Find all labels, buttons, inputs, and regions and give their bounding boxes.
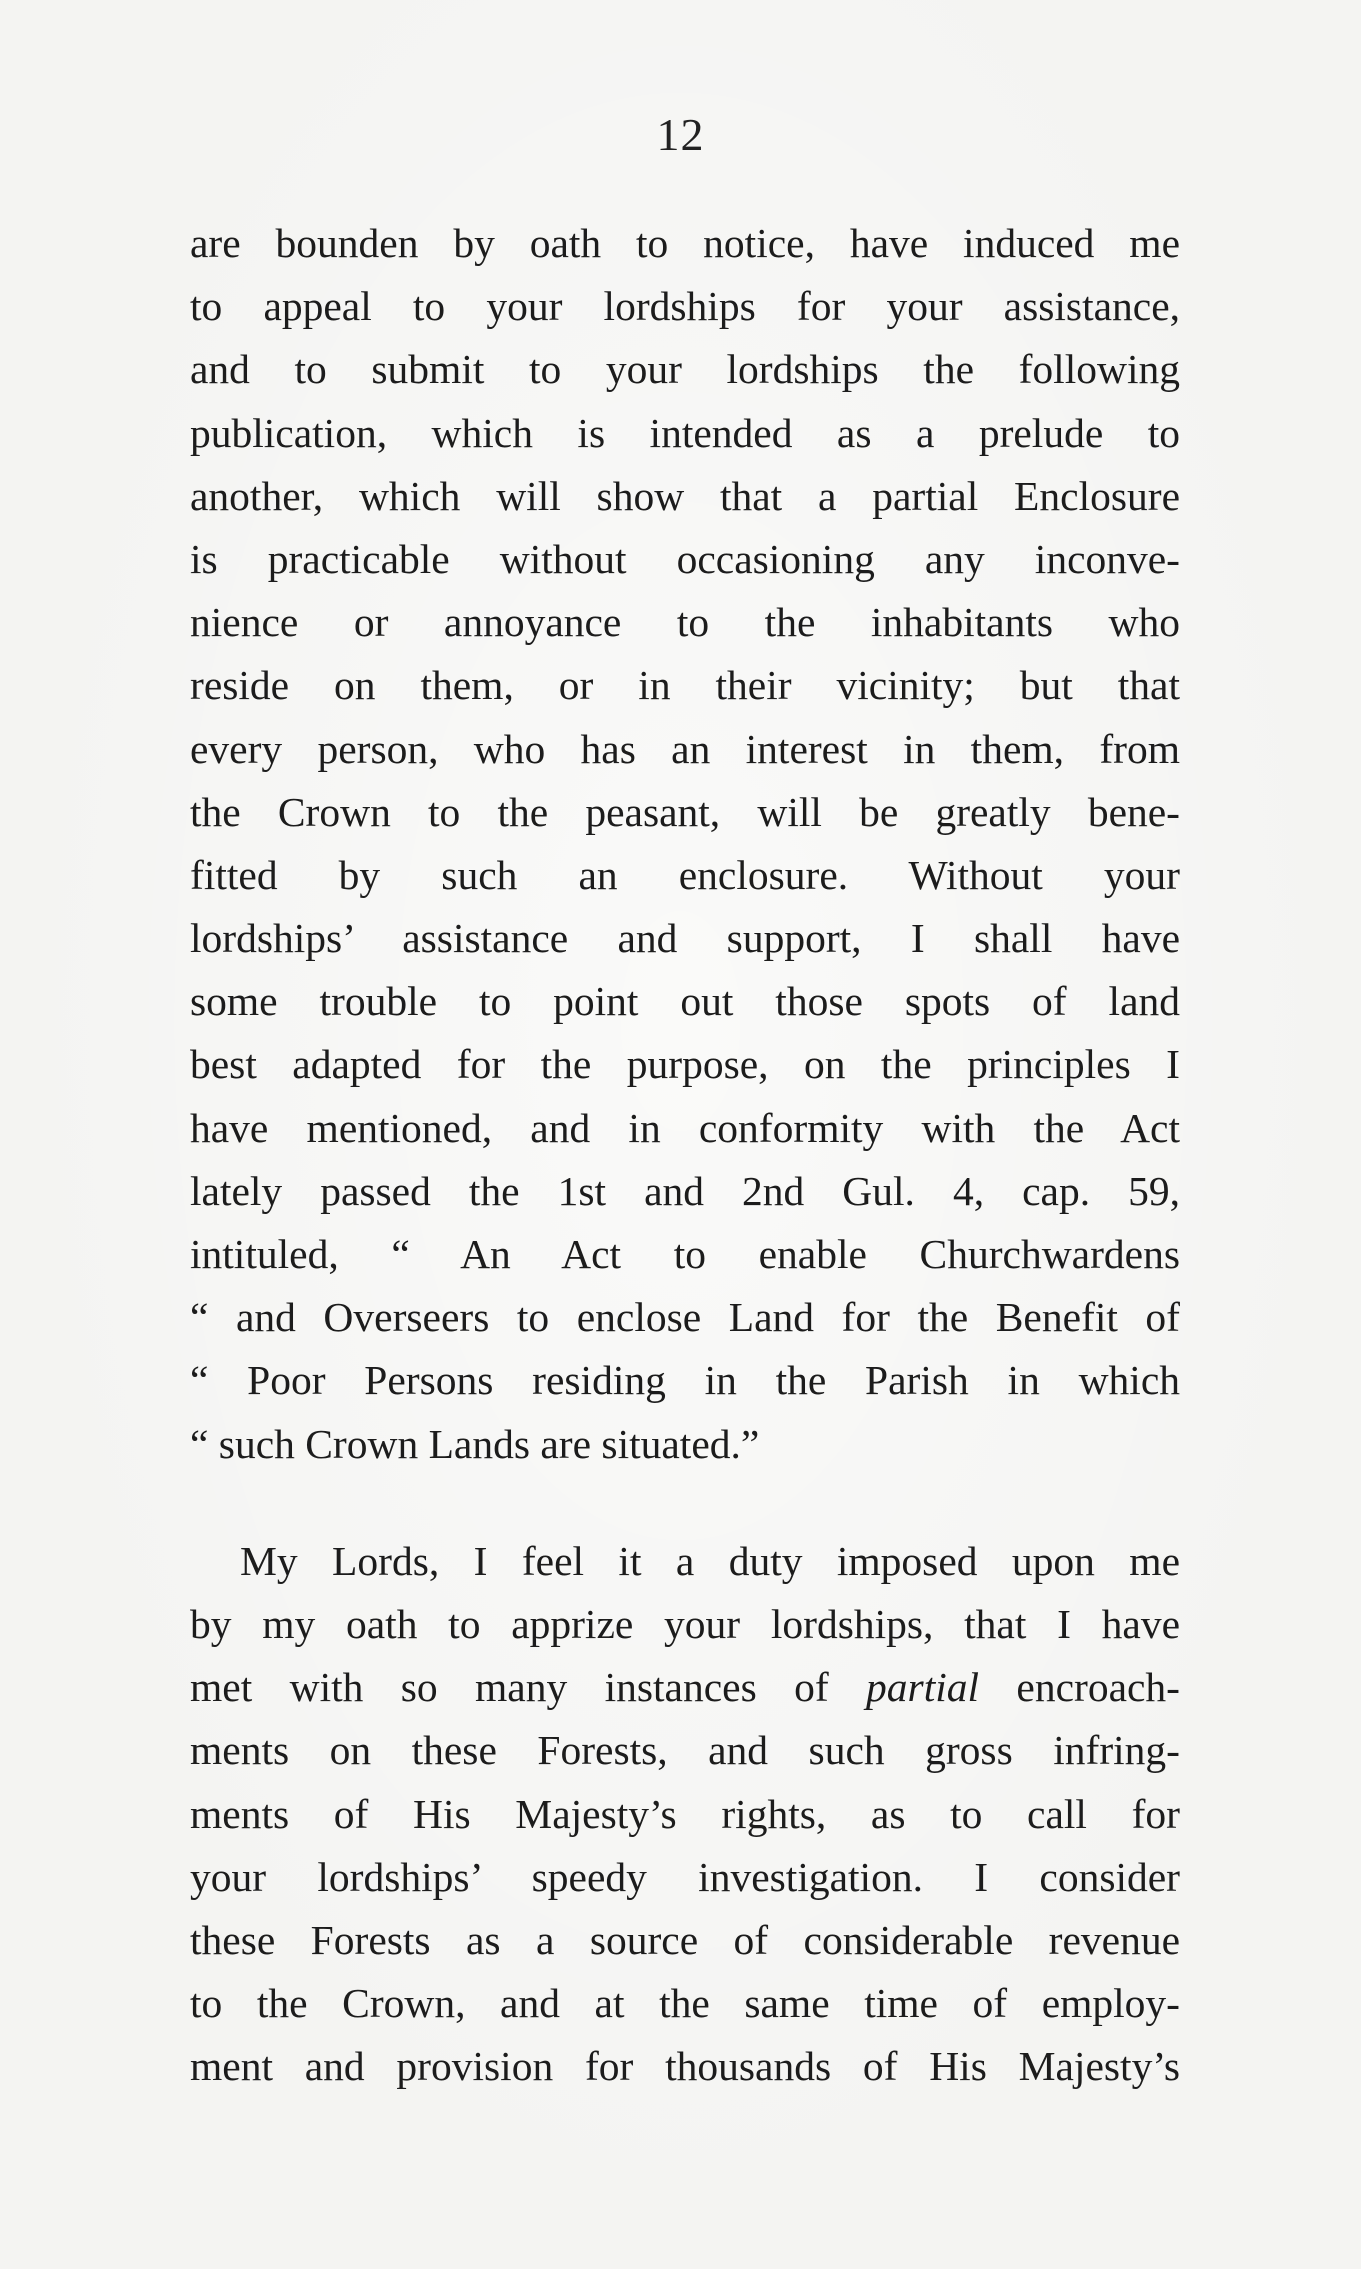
text-line: your lordships’ speedy investigation. I consider [190, 1853, 1180, 1900]
text-line: nience or annoyance to the inhabitants who [190, 599, 1180, 646]
text-line: ment and provision for thousands of His Majesty’s [190, 2043, 1180, 2090]
text-line: to appeal to your lordships for your assistance, [190, 283, 1180, 330]
text-line: every person, who has an interest in them, from [190, 725, 1180, 772]
text-line: are bounden by oath to notice, have induced me [190, 220, 1180, 266]
text-line: the Crown to the peasant, will be greatly bene- [190, 788, 1180, 835]
paragraph-gap [190, 1476, 1180, 1530]
text-line: intituled, “ An Act to enable Churchwardens [190, 1231, 1180, 1277]
text-line: My Lords, I feel it a duty imposed upon me [240, 1537, 1180, 1584]
text-line: some trouble to point out those spots of land [190, 978, 1180, 1025]
text-line: is practicable without occasioning any inconve- [190, 535, 1180, 582]
text-line: lordships’ assistance and support, I shall have [190, 915, 1180, 962]
text-line-with-italic: met with so many instances of partial encroach- [190, 1664, 1180, 1711]
text-line: ments on these Forests, and such gross infring- [190, 1727, 1180, 1774]
text-line: “ such Crown Lands are situated.” [190, 1420, 760, 1467]
text-line: ments of His Majesty’s rights, as to call for [190, 1790, 1180, 1837]
text-line: have mentioned, and in conformity with the Act [190, 1104, 1180, 1151]
text-line: reside on them, or in their vicinity; but that [190, 662, 1180, 709]
text-line: publication, which is intended as a prelude to [190, 409, 1180, 456]
text-line: to the Crown, and at the same time of employ- [190, 1980, 1180, 2027]
text-line: fitted by such an enclosure. Without your [190, 851, 1180, 898]
text-line: “ and Overseers to enclose Land for the Benefit of [190, 1294, 1180, 1341]
italic-word: partial [866, 1664, 980, 1711]
page-number: 12 [656, 109, 705, 160]
text-line: by my oath to apprize your lordships, that I have [190, 1600, 1180, 1647]
text-line: best adapted for the purpose, on the principles I [190, 1041, 1180, 1088]
text-line: another, which will show that a partial Enclosure [190, 472, 1180, 519]
text-line: and to submit to your lordships the following [190, 346, 1180, 393]
paragraph-2 [190, 1530, 1180, 2099]
paragraph-1 [190, 212, 1180, 1476]
text-line: these Forests as a source of considerable revenue [190, 1916, 1180, 1963]
text-line: “ Poor Persons residing in the Parish in which [190, 1357, 1180, 1404]
body-text [190, 212, 1180, 2098]
text-line: lately passed the 1st and 2nd Gul. 4, cap. 59, [190, 1167, 1180, 1214]
